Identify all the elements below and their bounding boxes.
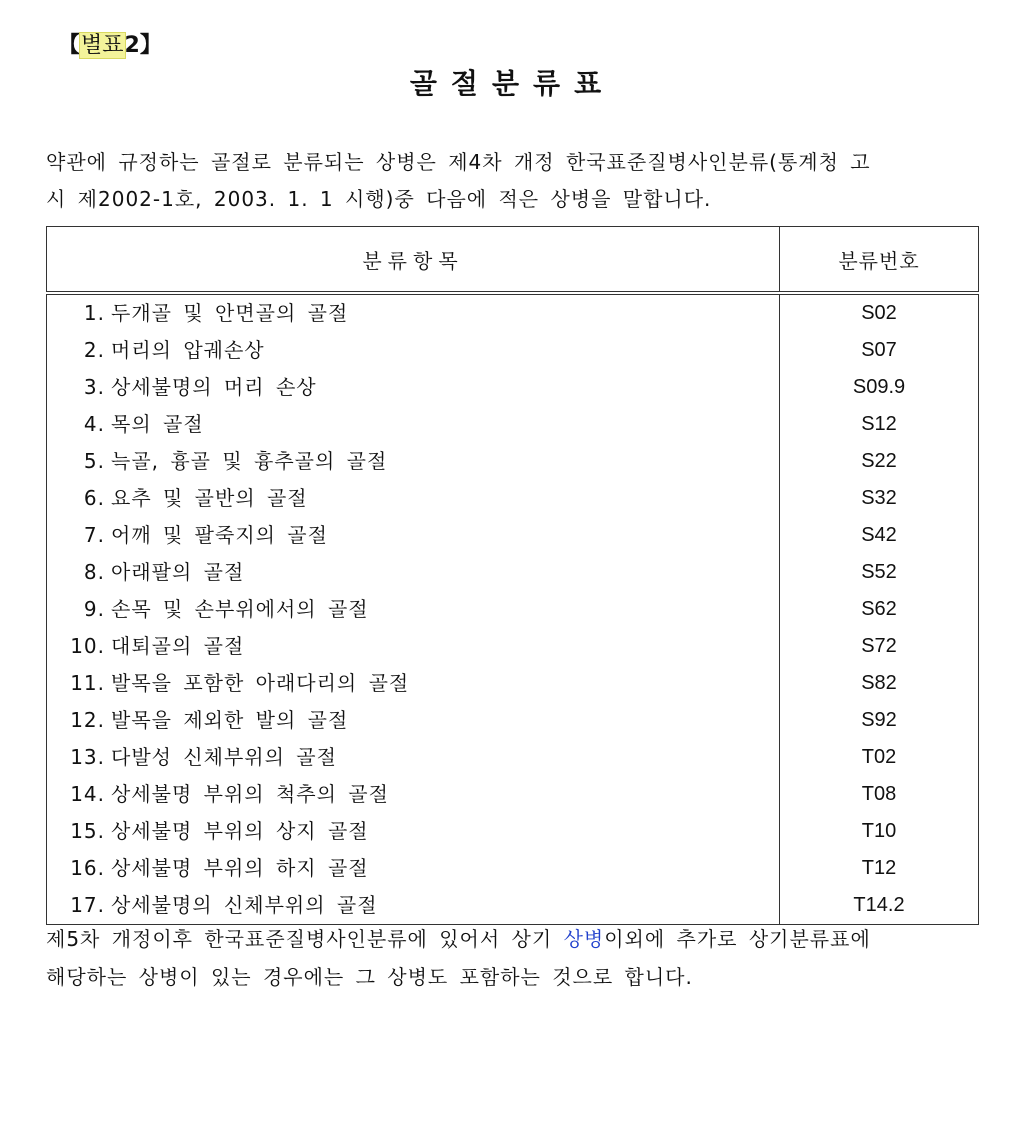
page-title: 골절분류표 <box>409 67 616 100</box>
footer-link-text: 상병 <box>563 927 605 951</box>
row-number: 12. <box>70 708 105 732</box>
table-row <box>47 480 979 517</box>
footer-line-2: 해당하는 상병이 있는 경우에는 그 상병도 포함하는 것으로 합니다. <box>46 965 693 989</box>
row-item-cell <box>47 591 780 628</box>
footer-paragraph <box>46 920 986 996</box>
row-item-cell <box>47 739 780 776</box>
row-number: 16. <box>70 856 105 880</box>
table-body <box>47 293 979 925</box>
annex-label <box>58 30 162 62</box>
table-row <box>47 591 979 628</box>
row-number: 17. <box>70 893 105 917</box>
table-row <box>47 850 979 887</box>
row-number: 11. <box>70 671 105 695</box>
footer-line-1-post: 이외에 추가로 상기분류표에 <box>604 927 871 951</box>
row-code-cell: S92 <box>780 702 979 739</box>
table-row <box>47 628 979 665</box>
row-code-cell: S07 <box>780 332 979 369</box>
row-item-text: 상세불명 부위의 하지 골절 <box>111 856 369 880</box>
row-code-cell: T02 <box>780 739 979 776</box>
row-code-cell: S62 <box>780 591 979 628</box>
row-item-text: 상세불명 부위의 상지 골절 <box>111 819 369 843</box>
row-item-text: 요추 및 골반의 골절 <box>111 486 308 510</box>
intro-paragraph <box>46 144 986 218</box>
intro-line-1: 약관에 규정하는 골절로 분류되는 상병은 제4차 개정 한국표준질병사인분류(통계청 고 <box>46 150 871 174</box>
row-number: 2. <box>83 338 105 362</box>
table-row <box>47 332 979 369</box>
table-header-row <box>47 227 979 294</box>
row-item-cell <box>47 369 780 406</box>
table-row <box>47 554 979 591</box>
row-item-text: 상세불명의 머리 손상 <box>111 375 317 399</box>
row-item-cell <box>47 554 780 591</box>
row-item-text: 대퇴골의 골절 <box>111 634 245 658</box>
row-item-text: 어깨 및 팔죽지의 골절 <box>111 523 328 547</box>
annex-highlight: 별표 <box>81 33 124 58</box>
row-number: 10. <box>70 634 105 658</box>
row-item-text: 상세불명의 신체부위의 골절 <box>111 893 378 917</box>
row-item-cell <box>47 776 780 813</box>
row-code-cell: T08 <box>780 776 979 813</box>
row-item-text: 목의 골절 <box>111 412 204 436</box>
row-number: 1. <box>83 301 105 325</box>
row-item-cell <box>47 406 780 443</box>
table-row <box>47 739 979 776</box>
row-item-text: 발목을 포함한 아래다리의 골절 <box>111 671 410 695</box>
row-item-text: 다발성 신체부위의 골절 <box>111 745 337 769</box>
row-code-cell: S22 <box>780 443 979 480</box>
row-number: 14. <box>70 782 105 806</box>
row-code-cell: S72 <box>780 628 979 665</box>
row-number: 7. <box>83 523 105 547</box>
row-item-text: 상세불명 부위의 척추의 골절 <box>111 782 389 806</box>
row-number: 8. <box>83 560 105 584</box>
row-code-cell: S32 <box>780 480 979 517</box>
row-item-cell <box>47 443 780 480</box>
row-number: 13. <box>70 745 105 769</box>
classification-table <box>46 226 979 925</box>
table-row <box>47 517 979 554</box>
row-item-cell <box>47 813 780 850</box>
intro-line-2: 시 제2002-1호, 2003. 1. 1 시행)중 다음에 적은 상병을 말합니다. <box>46 187 712 211</box>
row-code-cell: T12 <box>780 850 979 887</box>
footer-line-1 <box>46 927 871 951</box>
row-item-text: 손목 및 손부위에서의 골절 <box>111 597 369 621</box>
table-row <box>47 813 979 850</box>
table-row <box>47 369 979 406</box>
row-item-text: 머리의 압궤손상 <box>111 338 265 362</box>
row-number: 5. <box>83 449 105 473</box>
row-item-cell <box>47 702 780 739</box>
table-row <box>47 406 979 443</box>
header-item: 분류항목 <box>47 227 780 294</box>
row-item-text: 늑골, 흉골 및 흉추골의 골절 <box>111 449 388 473</box>
table-row <box>47 665 979 702</box>
row-item-cell <box>47 850 780 887</box>
header-code: 분류번호 <box>780 227 979 294</box>
row-code-cell: S12 <box>780 406 979 443</box>
row-item-cell <box>47 887 780 925</box>
row-number: 4. <box>83 412 105 436</box>
table-row <box>47 293 979 332</box>
row-item-text: 두개골 및 안면골의 골절 <box>111 301 349 325</box>
footer-line-1-pre: 제5차 개정이후 한국표준질병사인분류에 있어서 상기 <box>46 927 564 951</box>
row-code-cell: S42 <box>780 517 979 554</box>
row-item-cell <box>47 332 780 369</box>
row-code-cell: S02 <box>780 293 979 332</box>
row-number: 3. <box>83 375 105 399</box>
row-number: 15. <box>70 819 105 843</box>
annex-close-bracket: 】 <box>139 33 162 58</box>
row-item-text: 발목을 제외한 발의 골절 <box>111 708 349 732</box>
row-number: 9. <box>83 597 105 621</box>
row-item-text: 아래팔의 골절 <box>111 560 245 584</box>
row-item-cell <box>47 628 780 665</box>
annex-number: 2 <box>124 33 140 58</box>
row-item-cell <box>47 480 780 517</box>
table-row <box>47 887 979 925</box>
row-code-cell: T14.2 <box>780 887 979 925</box>
annex-open-bracket: 【 <box>58 33 81 58</box>
row-number: 6. <box>83 486 105 510</box>
row-item-cell <box>47 517 780 554</box>
table-row <box>47 702 979 739</box>
table-row <box>47 443 979 480</box>
row-item-cell <box>47 665 780 702</box>
row-code-cell: S82 <box>780 665 979 702</box>
row-item-cell <box>47 293 780 332</box>
table-row <box>47 776 979 813</box>
row-code-cell: T10 <box>780 813 979 850</box>
row-code-cell: S52 <box>780 554 979 591</box>
row-code-cell: S09.9 <box>780 369 979 406</box>
